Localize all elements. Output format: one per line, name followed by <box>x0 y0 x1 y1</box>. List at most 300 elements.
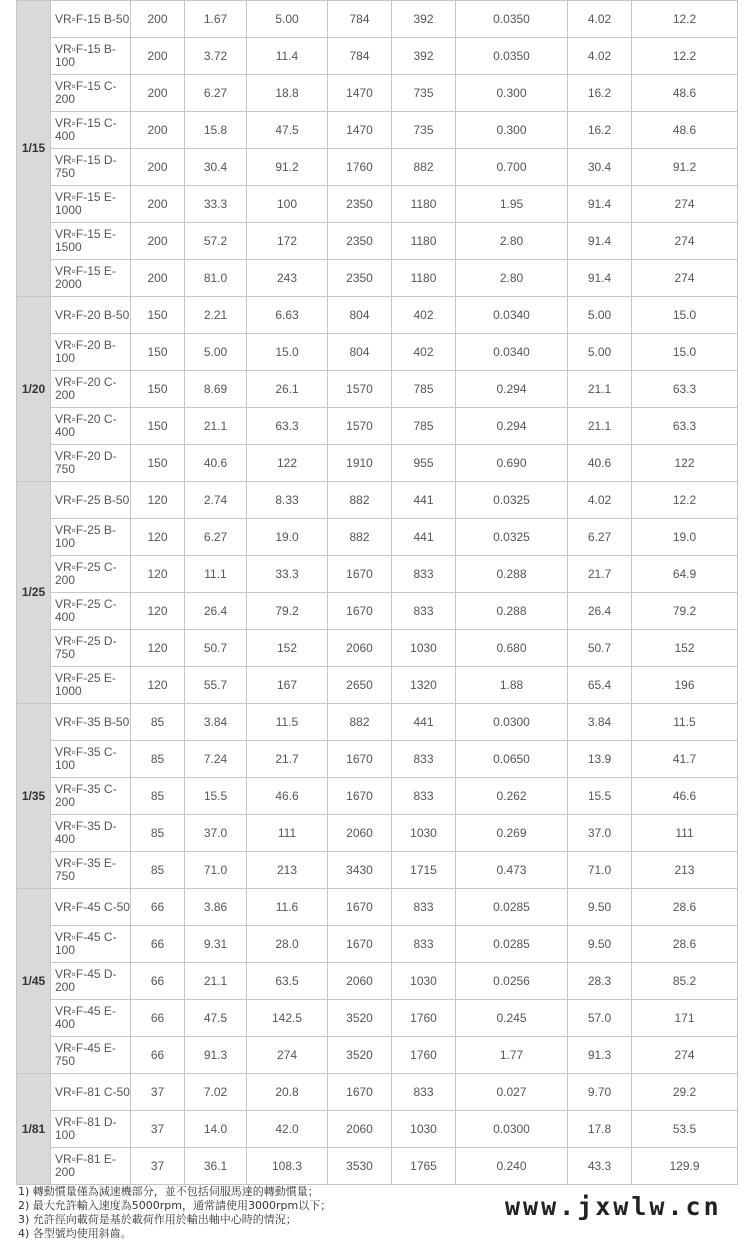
value-cell: 200 <box>131 149 185 186</box>
value-cell: 274 <box>632 1037 738 1074</box>
model-cell <box>51 704 131 741</box>
value-cell: 46.6 <box>247 778 328 815</box>
model-name: VR▫F-35 B-50 <box>55 714 130 729</box>
value-cell: 0.0300 <box>456 704 568 741</box>
value-cell: 1320 <box>392 667 456 704</box>
value-cell: 274 <box>632 260 738 297</box>
value-cell: 833 <box>392 778 456 815</box>
value-cell: 1670 <box>328 593 392 630</box>
value-cell: 13.9 <box>568 741 632 778</box>
table-row <box>17 112 738 149</box>
value-cell: 4.02 <box>568 1 632 38</box>
value-cell: 26.4 <box>568 593 632 630</box>
table-row <box>17 408 738 445</box>
value-cell: 91.3 <box>568 1037 632 1074</box>
value-cell: 15.5 <box>568 778 632 815</box>
table-row <box>17 778 738 815</box>
value-cell: 1030 <box>392 815 456 852</box>
model-cell <box>51 1148 131 1185</box>
value-cell: 0.027 <box>456 1074 568 1111</box>
value-cell: 5.00 <box>568 334 632 371</box>
value-cell: 48.6 <box>632 112 738 149</box>
value-cell: 0.0300 <box>456 1111 568 1148</box>
value-cell: 735 <box>392 75 456 112</box>
table-row <box>17 667 738 704</box>
value-cell: 100 <box>247 186 328 223</box>
value-cell: 120 <box>131 519 185 556</box>
footnotes <box>18 1185 331 1241</box>
model-cell <box>51 371 131 408</box>
model-cell <box>51 482 131 519</box>
value-cell: 5.00 <box>185 334 247 371</box>
model-name: VR▫F-45 E-400 <box>55 1004 116 1031</box>
value-cell: 804 <box>328 334 392 371</box>
model-name: VR▫F-25 C-200 <box>55 560 117 587</box>
value-cell: 142.5 <box>247 1000 328 1037</box>
value-cell: 200 <box>131 112 185 149</box>
value-cell: 5.00 <box>568 297 632 334</box>
value-cell: 200 <box>131 38 185 75</box>
value-cell: 213 <box>247 852 328 889</box>
model-cell <box>51 408 131 445</box>
model-name: VR▫F-25 B-100 <box>55 523 116 550</box>
model-cell <box>51 260 131 297</box>
value-cell: 833 <box>392 926 456 963</box>
ratio-cell: 1/81 <box>17 1074 51 1185</box>
model-cell <box>51 741 131 778</box>
value-cell: 441 <box>392 482 456 519</box>
value-cell: 804 <box>328 297 392 334</box>
table-row <box>17 334 738 371</box>
value-cell: 120 <box>131 556 185 593</box>
value-cell: 0.269 <box>456 815 568 852</box>
value-cell: 833 <box>392 741 456 778</box>
model-cell <box>51 334 131 371</box>
value-cell: 33.3 <box>185 186 247 223</box>
value-cell: 1765 <box>392 1148 456 1185</box>
value-cell: 120 <box>131 482 185 519</box>
value-cell: 15.0 <box>632 334 738 371</box>
table-row <box>17 926 738 963</box>
value-cell: 21.1 <box>185 963 247 1000</box>
value-cell: 50.7 <box>568 630 632 667</box>
value-cell: 1.67 <box>185 1 247 38</box>
value-cell: 16.2 <box>568 112 632 149</box>
value-cell: 1910 <box>328 445 392 482</box>
value-cell: 196 <box>632 667 738 704</box>
table-row <box>17 1 738 38</box>
value-cell: 66 <box>131 1037 185 1074</box>
table-row <box>17 1074 738 1111</box>
table-row <box>17 630 738 667</box>
model-cell <box>51 852 131 889</box>
footnote-2: 2) 最大允許輸入速度為5000rpm，通常請使用3000rpm以下； <box>18 1199 332 1212</box>
value-cell: 50.7 <box>185 630 247 667</box>
table-row <box>17 1037 738 1074</box>
value-cell: 1670 <box>328 556 392 593</box>
model-name: VR▫F-45 C-100 <box>55 930 117 957</box>
value-cell: 1180 <box>392 260 456 297</box>
footnote-3: 3) 允許徑向載荷是基於載荷作用於輸出軸中心時的情況； <box>18 1213 297 1226</box>
value-cell: 0.700 <box>456 149 568 186</box>
value-cell: 48.6 <box>632 75 738 112</box>
value-cell: 2350 <box>328 260 392 297</box>
watermark-url: www.jxwlw.cn <box>505 1192 722 1221</box>
value-cell: 1.88 <box>456 667 568 704</box>
value-cell: 40.6 <box>185 445 247 482</box>
value-cell: 42.0 <box>247 1111 328 1148</box>
model-name: VR▫F-15 E-1500 <box>55 227 116 254</box>
value-cell: 441 <box>392 704 456 741</box>
ratio-cell: 1/35 <box>17 704 51 889</box>
value-cell: 37 <box>131 1148 185 1185</box>
value-cell: 11.4 <box>247 38 328 75</box>
model-cell <box>51 75 131 112</box>
value-cell: 63.3 <box>632 371 738 408</box>
value-cell: 37 <box>131 1074 185 1111</box>
footnote-1: 1) 轉動慣量僅為減速機部分，並不包括伺服馬達的轉動慣量； <box>18 1185 319 1198</box>
spec-table-body <box>17 1 738 1185</box>
value-cell: 57.0 <box>568 1000 632 1037</box>
value-cell: 20.8 <box>247 1074 328 1111</box>
value-cell: 150 <box>131 297 185 334</box>
model-name: VR▫F-35 C-200 <box>55 782 117 809</box>
table-row <box>17 75 738 112</box>
value-cell: 0.288 <box>456 593 568 630</box>
value-cell: 1030 <box>392 1111 456 1148</box>
value-cell: 19.0 <box>632 519 738 556</box>
value-cell: 11.5 <box>247 704 328 741</box>
model-cell <box>51 186 131 223</box>
value-cell: 274 <box>247 1037 328 1074</box>
value-cell: 200 <box>131 1 185 38</box>
value-cell: 12.2 <box>632 38 738 75</box>
model-name: VR▫F-15 E-1000 <box>55 190 116 217</box>
value-cell: 11.6 <box>247 889 328 926</box>
value-cell: 1760 <box>392 1037 456 1074</box>
table-row <box>17 704 738 741</box>
value-cell: 111 <box>632 815 738 852</box>
model-name: VR▫F-25 B-50 <box>55 492 130 507</box>
value-cell: 91.4 <box>568 223 632 260</box>
value-cell: 3520 <box>328 1037 392 1074</box>
model-cell <box>51 889 131 926</box>
value-cell: 1760 <box>328 149 392 186</box>
value-cell: 402 <box>392 334 456 371</box>
value-cell: 1180 <box>392 186 456 223</box>
value-cell: 36.1 <box>185 1148 247 1185</box>
value-cell: 9.70 <box>568 1074 632 1111</box>
model-cell <box>51 593 131 630</box>
model-name: VR▫F-25 E-1000 <box>55 671 116 698</box>
value-cell: 47.5 <box>185 1000 247 1037</box>
value-cell: 1670 <box>328 741 392 778</box>
value-cell: 12.2 <box>632 1 738 38</box>
value-cell: 1670 <box>328 889 392 926</box>
value-cell: 0.473 <box>456 852 568 889</box>
value-cell: 2350 <box>328 186 392 223</box>
value-cell: 19.0 <box>247 519 328 556</box>
value-cell: 66 <box>131 1000 185 1037</box>
model-name: VR▫F-20 B-50 <box>55 307 130 322</box>
model-name: VR▫F-25 C-400 <box>55 597 117 624</box>
model-cell <box>51 223 131 260</box>
value-cell: 46.6 <box>632 778 738 815</box>
value-cell: 392 <box>392 1 456 38</box>
value-cell: 1470 <box>328 75 392 112</box>
model-name: VR▫F-15 D-750 <box>55 153 117 180</box>
table-row <box>17 556 738 593</box>
value-cell: 79.2 <box>247 593 328 630</box>
model-name: VR▫F-15 B-50 <box>55 11 130 26</box>
value-cell: 15.0 <box>247 334 328 371</box>
value-cell: 71.0 <box>568 852 632 889</box>
value-cell: 120 <box>131 667 185 704</box>
value-cell: 28.6 <box>632 926 738 963</box>
value-cell: 1470 <box>328 112 392 149</box>
value-cell: 1030 <box>392 630 456 667</box>
value-cell: 64.9 <box>632 556 738 593</box>
value-cell: 200 <box>131 75 185 112</box>
value-cell: 85 <box>131 704 185 741</box>
value-cell: 1670 <box>328 926 392 963</box>
model-cell <box>51 1 131 38</box>
value-cell: 63.5 <box>247 963 328 1000</box>
value-cell: 200 <box>131 260 185 297</box>
value-cell: 55.7 <box>185 667 247 704</box>
value-cell: 8.69 <box>185 371 247 408</box>
value-cell: 213 <box>632 852 738 889</box>
value-cell: 81.0 <box>185 260 247 297</box>
value-cell: 882 <box>328 482 392 519</box>
table-row <box>17 371 738 408</box>
table-row <box>17 38 738 75</box>
value-cell: 53.5 <box>632 1111 738 1148</box>
model-name: VR▫F-45 E-750 <box>55 1041 116 1068</box>
table-row <box>17 445 738 482</box>
value-cell: 150 <box>131 408 185 445</box>
value-cell: 129.9 <box>632 1148 738 1185</box>
value-cell: 0.0325 <box>456 519 568 556</box>
value-cell: 28.6 <box>632 889 738 926</box>
value-cell: 882 <box>392 149 456 186</box>
model-name: VR▫F-45 D-200 <box>55 967 117 994</box>
value-cell: 441 <box>392 519 456 556</box>
value-cell: 2060 <box>328 815 392 852</box>
value-cell: 0.300 <box>456 75 568 112</box>
value-cell: 2060 <box>328 1111 392 1148</box>
value-cell: 6.27 <box>185 519 247 556</box>
model-name: VR▫F-20 C-200 <box>55 375 117 402</box>
model-name: VR▫F-15 E-2000 <box>55 264 116 291</box>
value-cell: 6.27 <box>185 75 247 112</box>
value-cell: 6.27 <box>568 519 632 556</box>
model-name: VR▫F-35 D-400 <box>55 819 117 846</box>
model-cell <box>51 1074 131 1111</box>
value-cell: 2.80 <box>456 223 568 260</box>
value-cell: 152 <box>632 630 738 667</box>
value-cell: 5.00 <box>247 1 328 38</box>
model-name: VR▫F-15 B-100 <box>55 42 116 69</box>
ratio-cell: 1/20 <box>17 297 51 482</box>
value-cell: 785 <box>392 408 456 445</box>
value-cell: 150 <box>131 445 185 482</box>
value-cell: 122 <box>247 445 328 482</box>
value-cell: 882 <box>328 519 392 556</box>
value-cell: 9.50 <box>568 926 632 963</box>
value-cell: 243 <box>247 260 328 297</box>
value-cell: 1030 <box>392 963 456 1000</box>
value-cell: 0.0650 <box>456 741 568 778</box>
model-name: VR▫F-81 C-50 <box>55 1084 130 1099</box>
value-cell: 85 <box>131 815 185 852</box>
table-row <box>17 1000 738 1037</box>
model-name: VR▫F-35 C-100 <box>55 745 117 772</box>
model-name: VR▫F-15 C-200 <box>55 79 117 106</box>
table-row <box>17 186 738 223</box>
model-cell <box>51 1037 131 1074</box>
value-cell: 0.294 <box>456 408 568 445</box>
model-cell <box>51 556 131 593</box>
value-cell: 784 <box>328 38 392 75</box>
value-cell: 3.84 <box>568 704 632 741</box>
value-cell: 2.74 <box>185 482 247 519</box>
value-cell: 833 <box>392 593 456 630</box>
value-cell: 402 <box>392 297 456 334</box>
table-row <box>17 889 738 926</box>
value-cell: 167 <box>247 667 328 704</box>
value-cell: 85 <box>131 741 185 778</box>
value-cell: 21.7 <box>247 741 328 778</box>
ratio-cell: 1/45 <box>17 889 51 1074</box>
value-cell: 37 <box>131 1111 185 1148</box>
value-cell: 882 <box>328 704 392 741</box>
value-cell: 274 <box>632 223 738 260</box>
value-cell: 16.2 <box>568 75 632 112</box>
value-cell: 21.1 <box>568 371 632 408</box>
model-name: VR▫F-45 C-50 <box>55 899 130 914</box>
value-cell: 30.4 <box>185 149 247 186</box>
model-cell <box>51 1000 131 1037</box>
value-cell: 735 <box>392 112 456 149</box>
value-cell: 833 <box>392 1074 456 1111</box>
value-cell: 26.1 <box>247 371 328 408</box>
value-cell: 43.3 <box>568 1148 632 1185</box>
model-cell <box>51 667 131 704</box>
value-cell: 65.4 <box>568 667 632 704</box>
value-cell: 21.7 <box>568 556 632 593</box>
model-cell <box>51 815 131 852</box>
value-cell: 91.2 <box>632 149 738 186</box>
value-cell: 66 <box>131 926 185 963</box>
table-row <box>17 149 738 186</box>
model-cell <box>51 149 131 186</box>
value-cell: 0.0285 <box>456 889 568 926</box>
value-cell: 85 <box>131 778 185 815</box>
value-cell: 71.0 <box>185 852 247 889</box>
value-cell: 40.6 <box>568 445 632 482</box>
value-cell: 150 <box>131 371 185 408</box>
value-cell: 833 <box>392 889 456 926</box>
value-cell: 9.31 <box>185 926 247 963</box>
value-cell: 833 <box>392 556 456 593</box>
value-cell: 0.294 <box>456 371 568 408</box>
value-cell: 15.0 <box>632 297 738 334</box>
value-cell: 120 <box>131 630 185 667</box>
value-cell: 7.02 <box>185 1074 247 1111</box>
value-cell: 37.0 <box>568 815 632 852</box>
value-cell: 29.2 <box>632 1074 738 1111</box>
model-name: VR▫F-15 C-400 <box>55 116 117 143</box>
value-cell: 15.8 <box>185 112 247 149</box>
value-cell: 0.245 <box>456 1000 568 1037</box>
value-cell: 63.3 <box>632 408 738 445</box>
table-row <box>17 815 738 852</box>
value-cell: 85 <box>131 852 185 889</box>
model-cell <box>51 112 131 149</box>
value-cell: 18.8 <box>247 75 328 112</box>
value-cell: 111 <box>247 815 328 852</box>
value-cell: 11.1 <box>185 556 247 593</box>
value-cell: 1570 <box>328 408 392 445</box>
value-cell: 0.0350 <box>456 1 568 38</box>
value-cell: 2.80 <box>456 260 568 297</box>
value-cell: 1760 <box>392 1000 456 1037</box>
ratio-cell: 1/25 <box>17 482 51 704</box>
value-cell: 1.95 <box>456 186 568 223</box>
value-cell: 1715 <box>392 852 456 889</box>
value-cell: 2060 <box>328 963 392 1000</box>
value-cell: 200 <box>131 223 185 260</box>
value-cell: 1670 <box>328 1074 392 1111</box>
value-cell: 392 <box>392 38 456 75</box>
value-cell: 15.5 <box>185 778 247 815</box>
value-cell: 0.262 <box>456 778 568 815</box>
table-row <box>17 1148 738 1185</box>
value-cell: 9.50 <box>568 889 632 926</box>
value-cell: 91.2 <box>247 149 328 186</box>
table-row <box>17 482 738 519</box>
value-cell: 21.1 <box>568 408 632 445</box>
value-cell: 150 <box>131 334 185 371</box>
value-cell: 108.3 <box>247 1148 328 1185</box>
model-cell <box>51 519 131 556</box>
value-cell: 2060 <box>328 630 392 667</box>
table-row <box>17 1111 738 1148</box>
value-cell: 1180 <box>392 223 456 260</box>
model-cell <box>51 445 131 482</box>
value-cell: 12.2 <box>632 482 738 519</box>
table-row <box>17 519 738 556</box>
value-cell: 0.0340 <box>456 334 568 371</box>
value-cell: 0.240 <box>456 1148 568 1185</box>
value-cell: 0.0285 <box>456 926 568 963</box>
table-row <box>17 741 738 778</box>
value-cell: 0.300 <box>456 112 568 149</box>
value-cell: 171 <box>632 1000 738 1037</box>
value-cell: 2.21 <box>185 297 247 334</box>
model-cell <box>51 297 131 334</box>
value-cell: 0.0256 <box>456 963 568 1000</box>
table-row <box>17 260 738 297</box>
value-cell: 0.680 <box>456 630 568 667</box>
value-cell: 63.3 <box>247 408 328 445</box>
value-cell: 3520 <box>328 1000 392 1037</box>
value-cell: 26.4 <box>185 593 247 630</box>
model-cell <box>51 630 131 667</box>
value-cell: 28.3 <box>568 963 632 1000</box>
model-name: VR▫F-20 B-100 <box>55 338 116 365</box>
